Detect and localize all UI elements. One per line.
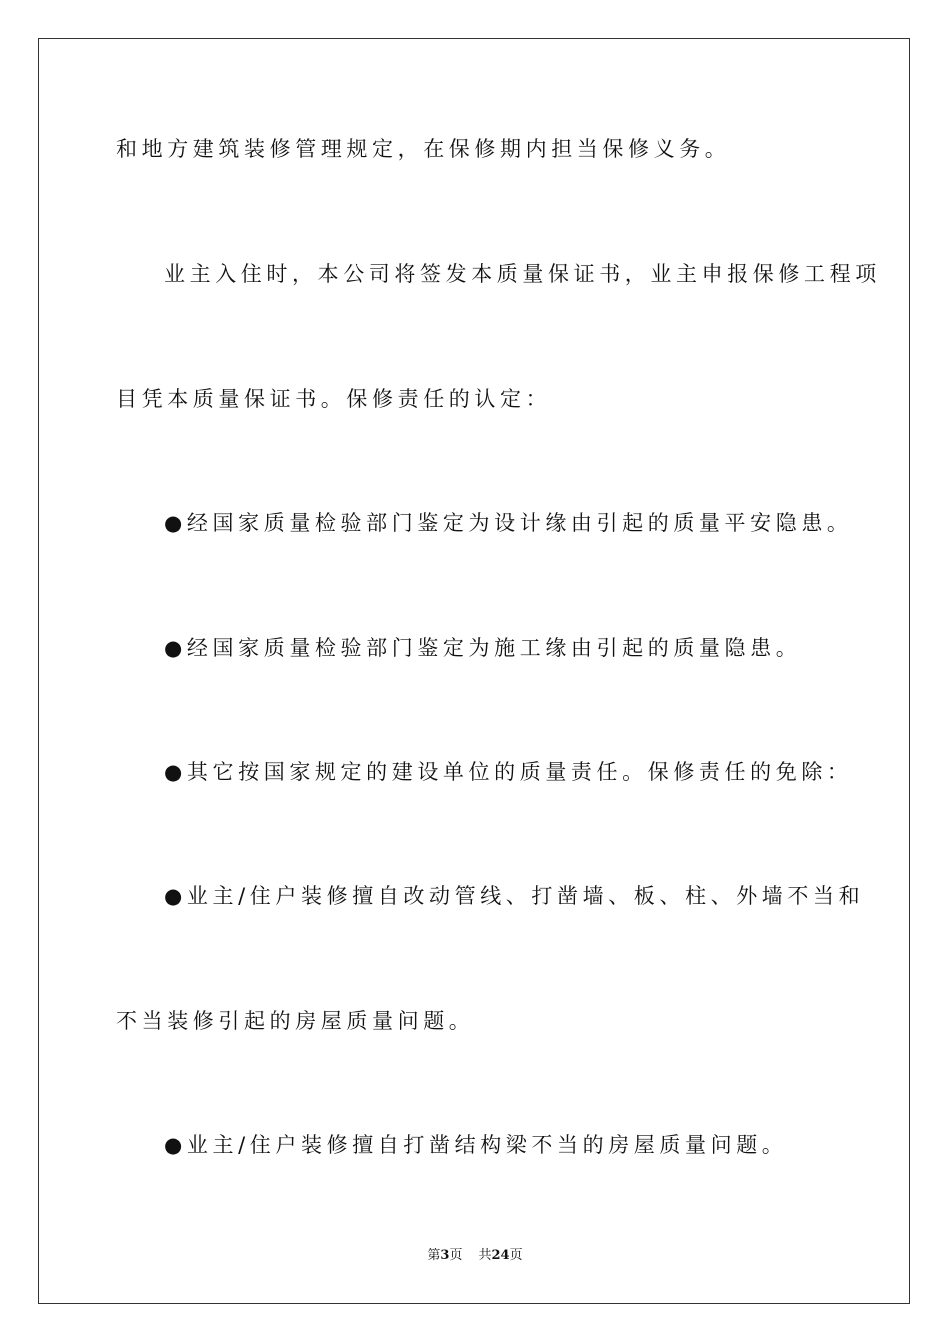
total-pages: 24 — [491, 1248, 510, 1263]
bullet-item-1: ●经国家质量检验部门鉴定为设计缘由引起的质量平安隐患。 — [164, 511, 853, 535]
body-line-3: 目凭本质量保证书。保修责任的认定： — [116, 387, 552, 411]
page-border — [38, 38, 910, 1304]
bullet-item-3: ●其它按国家规定的建设单位的质量责任。保修责任的免除： — [164, 760, 853, 784]
total-label-suffix: 页 — [509, 1248, 523, 1263]
body-line-1: 和地方建筑装修管理规定，在保修期内担当保修义务。 — [116, 137, 731, 161]
page-footer — [0, 1247, 950, 1265]
body-line-continuation: 不当装修引起的房屋质量问题。 — [116, 1009, 475, 1033]
body-line-2: 业主入住时，本公司将签发本质量保证书，业主申报保修工程项 — [164, 262, 881, 286]
page-label-prefix: 第 — [427, 1248, 441, 1263]
page-label-suffix: 页 — [449, 1248, 463, 1263]
page-number: 3 — [440, 1248, 450, 1263]
bullet-item-2: ●经国家质量检验部门鉴定为施工缘由引起的质量隐患。 — [164, 636, 802, 660]
total-label-prefix: 共 — [478, 1248, 492, 1263]
bullet-item-4: ●业主/住户装修擅自改动管线、打凿墙、板、柱、外墙不当和 — [164, 884, 865, 908]
bullet-item-5: ●业主/住户装修擅自打凿结构梁不当的房屋质量问题。 — [164, 1133, 788, 1157]
